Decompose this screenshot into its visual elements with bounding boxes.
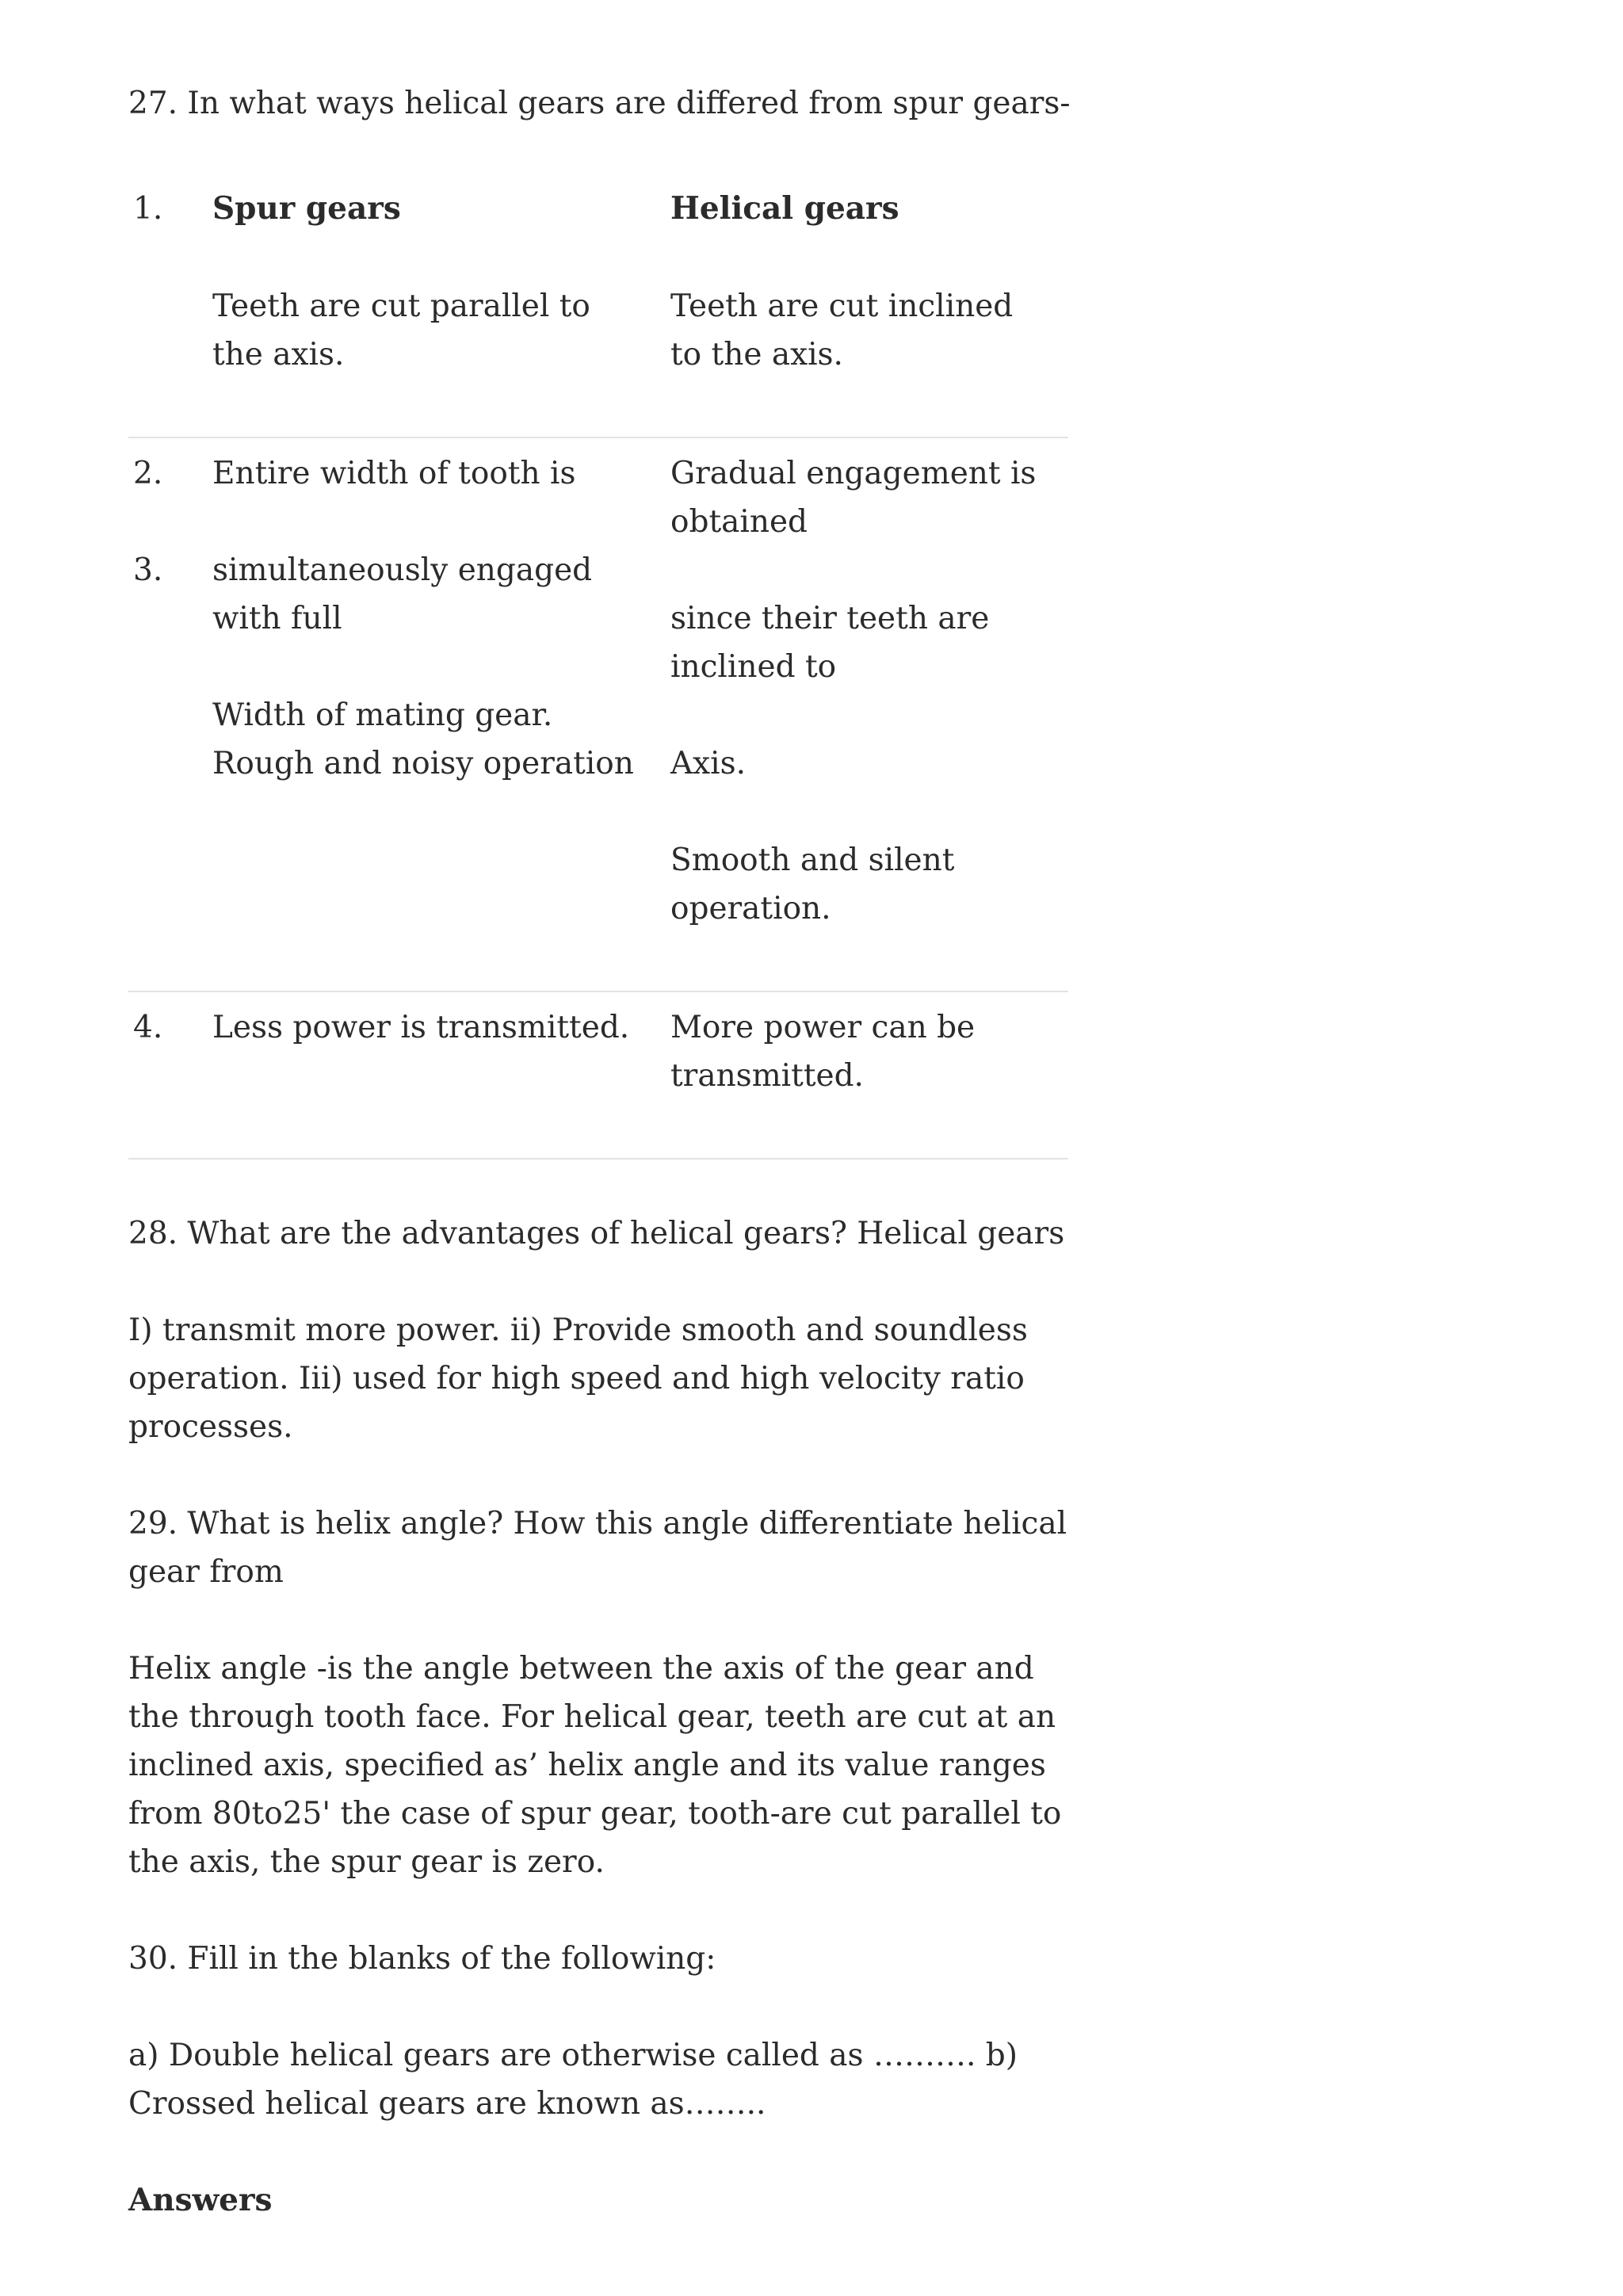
q28-heading: 28. What are the advantages of helical gears? Helical gears [128,1216,1065,1251]
row2-helical-line4: Smooth and silent operation. [670,842,955,926]
row2-spur-line2: simultaneously engaged with full [212,552,593,636]
row2-helical-line3: Axis. [670,746,747,781]
table-divider [128,1158,1068,1159]
table-divider [128,991,1068,992]
q30-body: a) Double helical gears are otherwise called as ………. b) Crossed helical gears are known as…….. [128,2038,1018,2122]
table-row-number: 4. [133,1010,163,1045]
row2-helical-line1: Gradual engagement is obtained [670,456,1037,540]
column-header-helical: Helical gears [670,190,899,227]
row3-spur-cell: Less power is transmitted. [212,1010,630,1045]
row2-helical-line2: since their teeth are inclined to [670,601,990,685]
q28-answer: I) transmit more power. ii) Provide smooth and soundless operation. Iii) used for high speed and high velocity ratio processes. [128,1312,1028,1445]
row1-spur-cell: Teeth are cut parallel to the axis. [212,288,590,372]
q29-answer: Helix angle -is the angle between the axis of the gear and the through tooth face. For helical gear, teeth are cut at an inclined axis, specified as’ helix angle and its value ranges from 80to25' the case of spur gear, tooth-are cut parallel to the axis, the spur gear is zero. [128,1651,1062,1880]
row2-spur-line3: Width of mating gear. Rough and noisy operation [212,697,634,781]
table-row-number: 3. [133,552,163,588]
table-divider [128,437,1068,438]
table-row-number: 2. [133,456,163,491]
row3-helical-cell: More power can be transmitted. [670,1010,976,1094]
row2-spur-line1: Entire width of tooth is [212,456,576,491]
q27-heading: 27. In what ways helical gears are differed from spur gears- [128,86,1071,121]
table-row-number: 1. [133,191,163,227]
answers-heading: Answers [128,2182,273,2218]
q29-heading: 29. What is helix angle? How this angle differentiate helical gear from [128,1506,1067,1590]
column-header-spur: Spur gears [212,190,401,227]
q30-heading: 30. Fill in the blanks of the following: [128,1941,716,1977]
row1-helical-cell: Teeth are cut inclined to the axis. [670,288,1014,372]
